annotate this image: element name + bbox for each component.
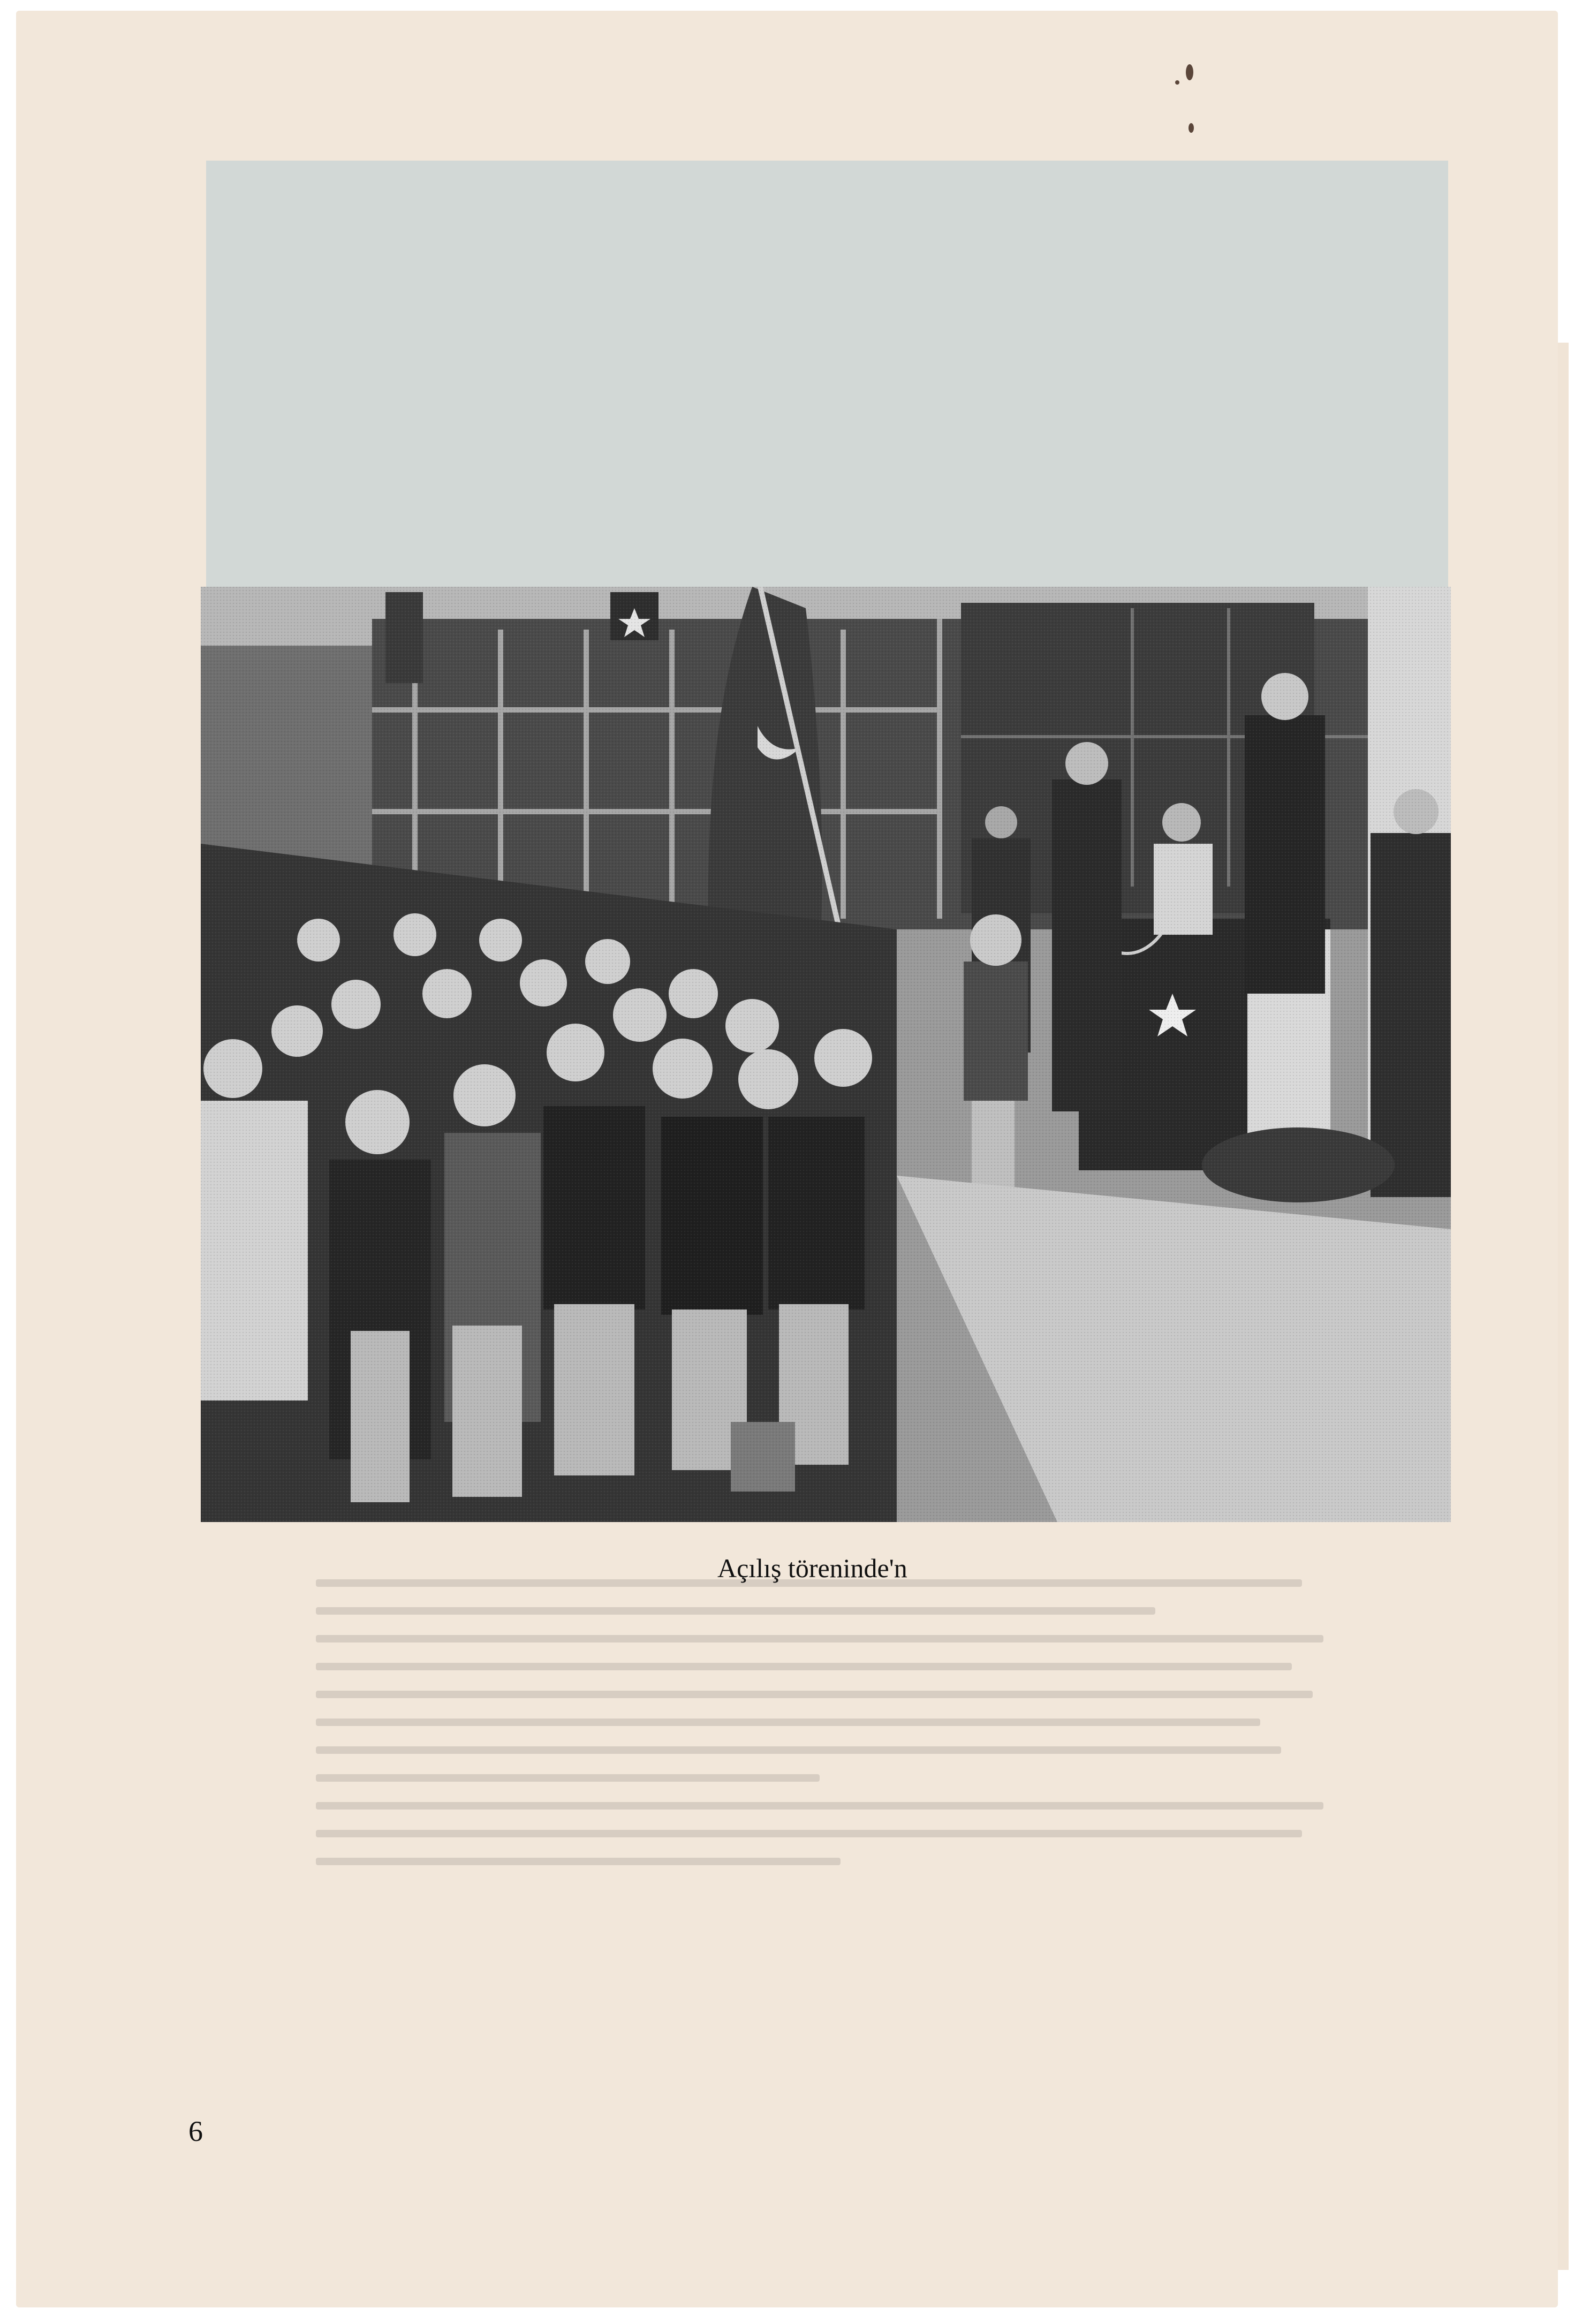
photo-caption: Açılış töreninde'n: [717, 1553, 907, 1583]
page-number: 6: [188, 2115, 203, 2147]
ceremony-photo: [201, 587, 1451, 1522]
ink-speck: [1175, 80, 1179, 85]
bleed-through-text: [316, 1579, 1365, 2029]
ink-speck: [1189, 123, 1194, 133]
tinted-print-area: [206, 161, 1448, 589]
ink-speck: [1186, 64, 1193, 80]
